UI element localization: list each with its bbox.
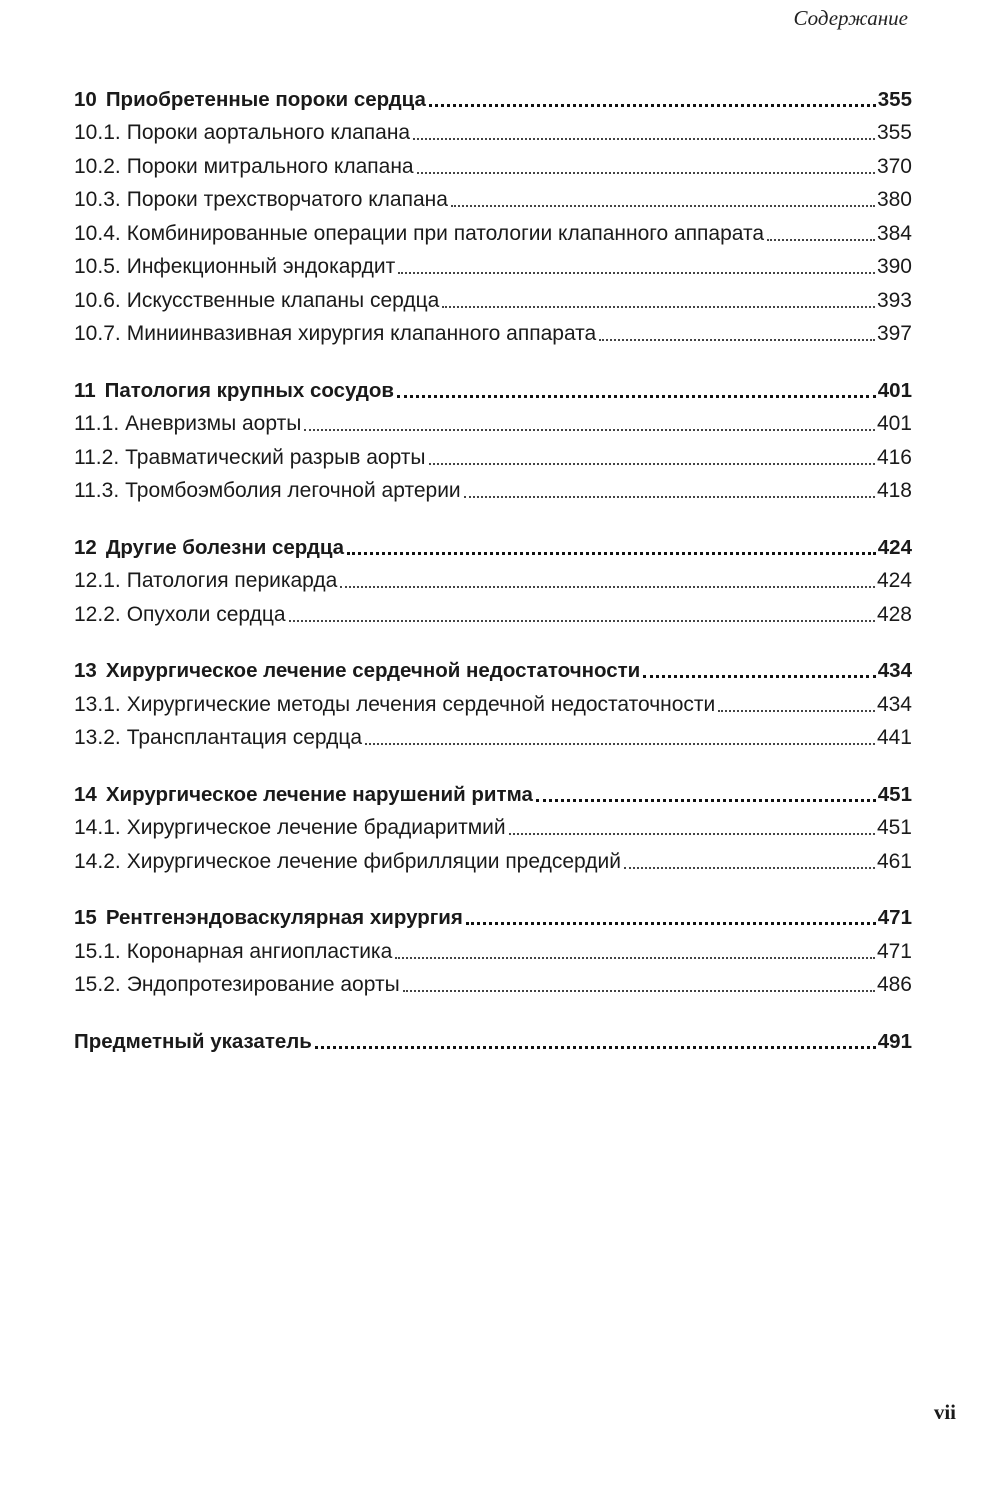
toc-chapter-entry <box>74 526 912 560</box>
entry-title: Хирургическое лечение брадиаритмий <box>126 816 506 839</box>
dot-leader <box>442 306 875 308</box>
toc-subsection-entry <box>74 683 912 717</box>
toc-section <box>74 78 912 346</box>
toc-chapter-entry <box>74 650 912 684</box>
entry-number: 10.3. <box>74 188 121 211</box>
toc-chapter-entry <box>74 897 912 931</box>
toc-section <box>74 773 912 874</box>
entry-title: Миниинвазивная хирургия клапанного аппарата <box>126 322 597 345</box>
entry-page-number: 451 <box>876 816 912 839</box>
toc-chapter-entry <box>74 773 912 807</box>
entry-page-number: 486 <box>876 973 912 996</box>
entry-number: 10.6. <box>74 288 121 312</box>
dot-leader <box>599 339 875 341</box>
dot-leader <box>417 172 875 174</box>
entry-number: 10.4. <box>74 221 121 245</box>
entry-number: 13 <box>74 659 97 682</box>
entry-title: Предметный указатель <box>74 1029 312 1053</box>
entry-title: Другие болезни сердца <box>105 535 345 559</box>
toc-section <box>74 369 912 503</box>
entry-title: Патология крупных сосудов <box>104 378 395 402</box>
entry-page-number: 471 <box>876 939 912 963</box>
toc-subsection-entry <box>74 246 912 280</box>
entry-page-number: 384 <box>876 221 912 245</box>
entry-page-number: 424 <box>876 569 912 592</box>
running-header: Содержание <box>793 6 908 30</box>
dot-leader <box>398 272 875 274</box>
toc-subsection-entry <box>74 403 912 437</box>
toc-subsection-entry <box>74 436 912 470</box>
entry-page-number: 370 <box>876 154 912 178</box>
entry-title: Патология перикарда <box>126 569 338 592</box>
entry-number: 12 <box>74 535 97 559</box>
entry-number: 12.2. <box>74 602 121 626</box>
dot-leader <box>315 1046 876 1049</box>
toc-chapter-entry <box>74 369 912 403</box>
toc-subsection-entry <box>74 112 912 146</box>
dot-leader <box>397 395 876 398</box>
entry-page-number: 397 <box>876 322 912 345</box>
toc-section <box>74 526 912 627</box>
toc-subsection-entry <box>74 930 912 964</box>
dot-leader <box>509 833 875 835</box>
dot-leader <box>718 710 875 712</box>
entry-title: Коронарная ангиопластика <box>126 939 393 963</box>
entry-number: 15.2. <box>74 973 121 996</box>
entry-number: 10 <box>74 87 97 111</box>
toc-subsection-entry <box>74 470 912 504</box>
entry-title: Травматический разрыв аорты <box>125 445 426 469</box>
entry-title: Эндопротезирование аорты <box>126 973 400 996</box>
entry-title: Рентгенэндоваскулярная хирургия <box>105 906 463 929</box>
entry-title: Аневризмы аорты <box>125 412 302 435</box>
dot-leader <box>365 743 875 745</box>
dot-leader <box>289 620 875 622</box>
dot-leader <box>395 957 875 959</box>
entry-title: Опухоли сердца <box>126 602 286 626</box>
entry-page-number: 393 <box>876 288 912 312</box>
entry-title: Приобретенные пороки сердца <box>105 87 426 111</box>
entry-number: 10.7. <box>74 322 121 345</box>
entry-page-number: 451 <box>877 782 912 806</box>
dot-leader <box>466 922 876 925</box>
entry-title: Комбинированные операции при патологии клапанного аппарата <box>126 221 765 245</box>
entry-page-number: 380 <box>876 188 912 211</box>
toc-section <box>74 650 912 751</box>
entry-title: Искусственные клапаны сердца <box>126 288 440 312</box>
entry-number: 12.1. <box>74 569 121 592</box>
dot-leader <box>304 429 875 431</box>
entry-page-number: 401 <box>877 378 912 402</box>
entry-page-number: 491 <box>877 1029 912 1053</box>
entry-number: 15.1. <box>74 939 121 963</box>
entry-title: Трансплантация сердца <box>126 726 363 749</box>
entry-page-number: 461 <box>876 849 912 873</box>
toc-subsection-entry <box>74 717 912 751</box>
toc-section <box>74 1020 912 1054</box>
entry-page-number: 390 <box>876 255 912 278</box>
entry-page-number: 416 <box>876 445 912 469</box>
toc-subsection-entry <box>74 593 912 627</box>
toc-chapter-entry <box>74 78 912 112</box>
dot-leader <box>624 867 875 869</box>
dot-leader <box>413 138 875 140</box>
dot-leader <box>451 205 875 207</box>
entry-page-number: 471 <box>877 906 912 929</box>
dot-leader <box>347 552 876 555</box>
toc-subsection-entry <box>74 840 912 874</box>
dot-leader <box>464 496 875 498</box>
entry-title: Пороки трехстворчатого клапана <box>126 188 448 211</box>
dot-leader <box>403 990 875 992</box>
toc-subsection-entry <box>74 313 912 347</box>
entry-number: 11 <box>74 378 96 402</box>
entry-page-number: 434 <box>876 692 912 716</box>
dot-leader <box>536 799 876 802</box>
entry-title: Пороки митрального клапана <box>126 154 414 178</box>
entry-page-number: 428 <box>876 602 912 626</box>
entry-number: 11.2. <box>74 445 120 469</box>
entry-number: 10.1. <box>74 121 121 144</box>
entry-title: Хирургическое лечение сердечной недостаточности <box>105 659 641 682</box>
entry-title: Хирургические методы лечения сердечной недостаточности <box>126 692 716 716</box>
entry-title: Инфекционный эндокардит <box>126 255 396 278</box>
toc-subsection-entry <box>74 279 912 313</box>
entry-page-number: 355 <box>877 87 912 111</box>
dot-leader <box>429 104 876 107</box>
entry-number: 13.2. <box>74 726 121 749</box>
entry-number: 14 <box>74 782 97 806</box>
toc-section <box>74 897 912 998</box>
dot-leader <box>643 675 876 678</box>
entry-title: Хирургическое лечение фибрилляции предсердий <box>126 849 621 873</box>
dot-leader <box>340 586 875 588</box>
toc-chapter-entry <box>74 1020 912 1054</box>
entry-number: 11.3. <box>74 479 120 502</box>
entry-title: Пороки аортального клапана <box>126 121 411 144</box>
entry-title: Хирургическое лечение нарушений ритма <box>105 782 533 806</box>
dot-leader <box>429 463 875 465</box>
toc-subsection-entry <box>74 560 912 594</box>
entry-number: 13.1. <box>74 692 121 716</box>
entry-number: 14.1. <box>74 816 121 839</box>
entry-title: Тромбоэмболия легочной артерии <box>125 479 461 502</box>
entry-page-number: 355 <box>876 121 912 144</box>
entry-number: 14.2. <box>74 849 121 873</box>
entry-number: 10.2. <box>74 154 121 178</box>
entry-page-number: 418 <box>876 479 912 502</box>
toc-subsection-entry <box>74 212 912 246</box>
entry-page-number: 434 <box>877 659 912 682</box>
entry-page-number: 424 <box>877 535 912 559</box>
entry-number: 15 <box>74 906 97 929</box>
page-number: vii <box>933 1400 956 1424</box>
toc-subsection-entry <box>74 807 912 841</box>
entry-page-number: 441 <box>876 726 912 749</box>
entry-number: 10.5. <box>74 255 121 278</box>
toc-subsection-entry <box>74 179 912 213</box>
table-of-contents <box>74 78 912 1077</box>
entry-number: 11.1. <box>74 412 120 435</box>
dot-leader <box>767 239 875 241</box>
toc-subsection-entry <box>74 964 912 998</box>
entry-page-number: 401 <box>876 412 912 435</box>
toc-subsection-entry <box>74 145 912 179</box>
